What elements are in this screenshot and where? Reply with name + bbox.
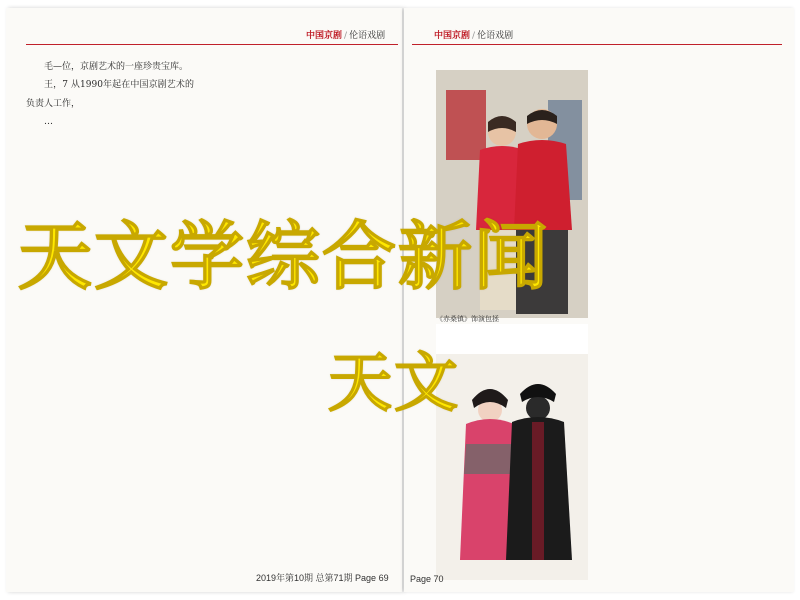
page-header: 中国京剧 / 伦语戏剧 (306, 31, 386, 41)
magazine-brand: 中国京剧 (306, 31, 343, 41)
overlay-subtitle-text: 天文 (328, 347, 460, 421)
paragraph: … (44, 117, 53, 128)
overlay-title-text: 天文学综合新闻 (18, 214, 550, 300)
paragraph: 王，7 从1990年起在中国京剧艺术的负责人工作， (26, 80, 194, 109)
header-rule (26, 44, 398, 45)
magazine-brand: 中国京剧 (434, 31, 471, 41)
section-title: 伦语戏剧 (477, 31, 514, 41)
photo-caption: 《赤桑镇》饰演包拯 (436, 315, 499, 323)
header-rule (412, 44, 782, 45)
paragraph: 毛—位，京剧艺术的一座珍贵宝库。 (44, 62, 189, 72)
section-title: 伦语戏剧 (349, 31, 386, 41)
text-column-1 (26, 58, 194, 132)
page-header: 中国京剧 / 伦语戏剧 (434, 31, 514, 41)
page-footer: Page 70 (410, 574, 444, 584)
page-footer: 2019年第10期 总第71期 Page 69 (256, 573, 389, 583)
